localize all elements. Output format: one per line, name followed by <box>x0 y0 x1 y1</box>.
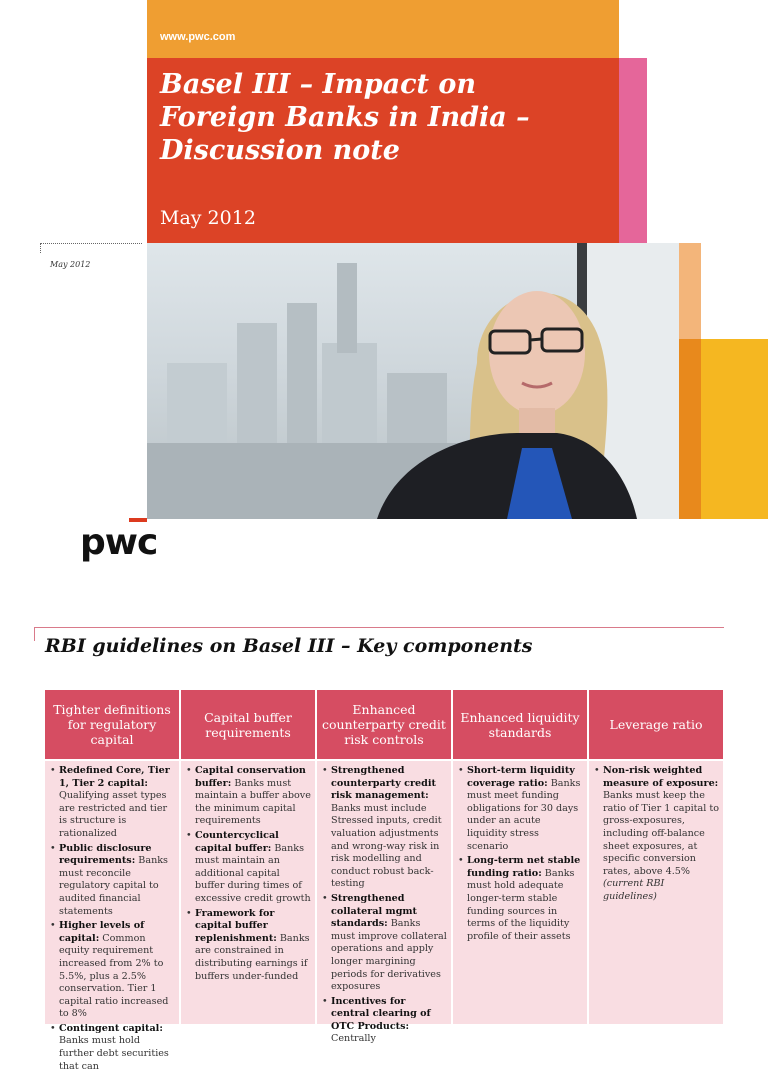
decor-peach-block <box>679 243 701 339</box>
bullet-item <box>331 996 447 1046</box>
column-body <box>453 761 587 1024</box>
bullet-text: Banks must meet funding obligations for 30 days under an acute liquidity stress scenario <box>467 777 581 852</box>
bullet-text: Banks must improve collateral operations and apply longer margining periods for derivatives exposures <box>331 918 447 993</box>
bullet-term: Long-term net stable funding ratio: <box>467 855 581 879</box>
column-body <box>589 761 723 1024</box>
website-url[interactable]: www.pwc.com <box>160 31 236 43</box>
column-header: Enhanced liquidity standards <box>453 690 587 759</box>
bullet-text: Banks must keep the ratio of Tier 1 capital to gross-exposures, including off-balance sheet exposures, at specific conversion rates, above 4.5% <box>603 790 719 877</box>
bullet-item <box>195 765 311 828</box>
bullet-text: Banks must reconcile regulatory capital to audited financial statements <box>59 855 168 917</box>
bullet-item <box>59 765 175 841</box>
cover-date: May 2012 <box>160 207 256 229</box>
column-header: Leverage ratio <box>589 690 723 759</box>
column-body <box>317 761 451 1045</box>
bullet-term: Strengthened counterparty credit risk management: <box>331 765 436 802</box>
bullet-text: Banks must include Stressed inputs, credit valuation adjustments and wrong-way risk in risk modelling and conduct robust back-testing <box>331 802 442 890</box>
bullet-term: Public disclosure requirements: <box>59 842 152 867</box>
bullet-text: Qualifying asset types are restricted and tier is structure is rationalized <box>59 790 168 839</box>
bullet-item <box>331 893 447 994</box>
bullet-list <box>321 765 447 1046</box>
bullet-term: Redefined Core, Tier 1, Tier 2 capital: <box>59 765 170 789</box>
column-header: Tighter definitions for regulatory capital <box>45 690 179 759</box>
cover-photo-illustration <box>147 243 679 519</box>
bullet-term: Non-risk weighted measure of exposure: <box>603 765 719 789</box>
bullet-term: Incentives for central clearing of OTC Products: <box>331 995 431 1032</box>
bullet-term: Countercyclical capital buffer: <box>195 829 279 854</box>
bullet-text: Banks must maintain a buffer above the minimum capital requirements <box>195 777 311 827</box>
bullet-term: Short-term liquidity coverage ratio: <box>467 765 575 789</box>
document-title: Basel III – Impact on Foreign Banks in India – Discussion note <box>160 69 530 166</box>
cover-pink-strip <box>619 58 647 243</box>
bullet-item <box>195 908 311 984</box>
bullet-item <box>195 830 311 906</box>
bullet-item <box>59 843 175 919</box>
decor-orange-block <box>679 339 701 519</box>
bullet-term: Capital conservation buffer: <box>195 765 306 789</box>
bullet-item <box>467 855 583 943</box>
bullet-term: Strengthened collateral mgmt standards: <box>331 892 417 930</box>
column-leverage <box>589 690 723 1024</box>
decor-yellow-block <box>701 339 768 519</box>
column-liquidity <box>453 690 587 1024</box>
column-counterparty-risk <box>317 690 451 1045</box>
key-components-table <box>45 690 723 1072</box>
column-capital-definitions <box>45 690 179 1072</box>
bullet-text: Banks must maintain an additional capital buffer during times of excessive credit growth <box>195 842 311 904</box>
bullet-text: Banks are constrained in distributing earnings if buffers under-funded <box>195 932 310 982</box>
bullet-list <box>457 765 583 943</box>
bullet-list <box>185 765 311 983</box>
bullet-list <box>49 765 175 1073</box>
divider-tick <box>40 243 41 253</box>
divider-dotted <box>40 243 142 244</box>
section-rule-tick <box>34 627 35 641</box>
column-header: Enhanced counterparty credit risk controls <box>317 690 451 759</box>
bullet-term: Framework for capital buffer replenishment: <box>195 907 277 944</box>
bullet-item <box>59 1023 175 1073</box>
column-body <box>45 761 179 1072</box>
bullet-list <box>593 765 719 904</box>
cover-photo <box>147 243 679 519</box>
pwc-logo-text: pwc <box>80 522 158 563</box>
bullet-item <box>603 765 719 904</box>
bullet-term: Contingent capital: <box>59 1022 163 1034</box>
section-title: RBI guidelines on Basel III – Key components <box>45 635 533 657</box>
bullet-term: Higher levels of capital: <box>59 920 145 944</box>
section-rule <box>34 627 724 628</box>
bullet-item <box>331 765 447 891</box>
column-header: Capital buffer requirements <box>181 690 315 759</box>
bullet-text: Banks must hold adequate longer-term stable funding sources in terms of the liquidity profile of their assets <box>467 867 575 942</box>
bullet-item <box>467 765 583 853</box>
bullet-note: (current RBI guidelines) <box>603 878 665 902</box>
column-body <box>181 761 315 1024</box>
column-capital-buffer <box>181 690 315 1024</box>
bullet-text: Common equity requirement increased from 2% to 5.5%, plus a 2.5% conservation. Tier 1 capital ratio increased to 8% <box>59 932 169 1020</box>
bullet-item <box>59 920 175 1021</box>
side-date: May 2012 <box>50 260 91 269</box>
cover-orange-band <box>147 0 619 58</box>
bullet-text: Centrally <box>331 1033 376 1045</box>
pwc-logo <box>80 518 170 568</box>
bullet-text: Banks must hold further debt securities that can <box>59 1035 169 1072</box>
